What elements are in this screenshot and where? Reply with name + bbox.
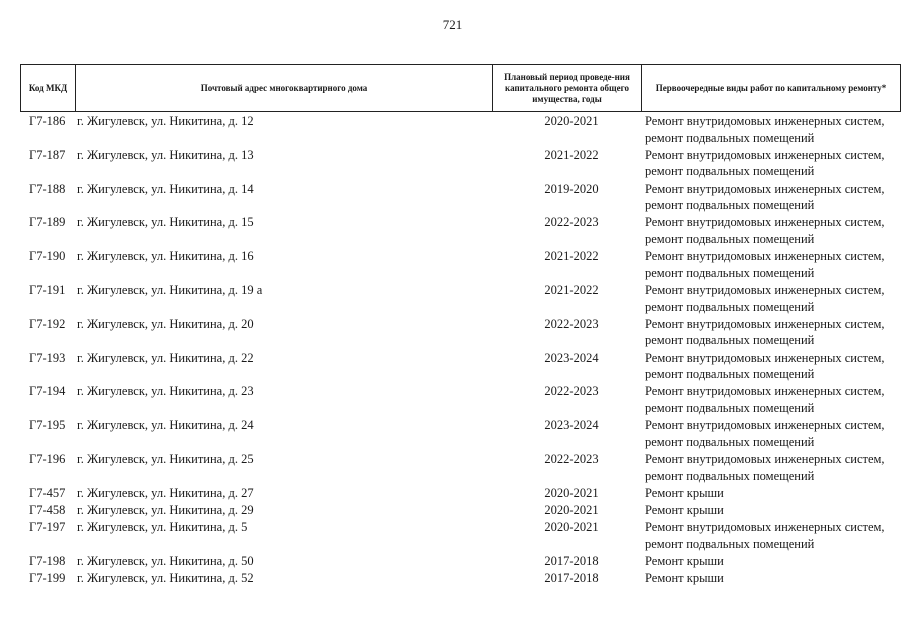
row-period: 2023-2024 xyxy=(544,418,599,433)
row-code: Г7-194 xyxy=(29,384,66,399)
work-line: Ремонт внутридомовых инженерных систем, xyxy=(645,418,885,433)
work-line: ремонт подвальных помещений xyxy=(645,265,815,280)
row-period: 2023-2024 xyxy=(544,350,599,365)
row-period: 2020-2021 xyxy=(544,485,599,500)
row-works xyxy=(645,147,885,180)
row-code: Г7-198 xyxy=(29,554,66,568)
page-number: 721 xyxy=(442,17,463,32)
row-period: 2020-2021 xyxy=(544,503,599,517)
row-works xyxy=(645,383,885,416)
work-line: Ремонт внутридомовых инженерных систем, xyxy=(645,147,885,162)
row-period: 2020-2021 xyxy=(544,114,599,128)
row-code: Г7-199 xyxy=(29,571,66,586)
work-line: Ремонт внутридомовых инженерных систем, xyxy=(645,316,885,331)
work-line: ремонт подвальных помещений xyxy=(645,231,815,246)
row-period: 2021-2022 xyxy=(544,283,599,297)
row-code: Г7-196 xyxy=(29,452,66,466)
row-code: Г7-191 xyxy=(29,283,66,297)
row-works xyxy=(645,214,885,247)
row-address: г. Жигулевск, ул. Никитина, д. 52 xyxy=(77,571,254,586)
row-address: г. Жигулевск, ул. Никитина, д. 27 xyxy=(77,485,254,500)
header-code: Код МКД xyxy=(21,65,76,112)
header-period: Плановый период проведе-ния капитального ремонта общего имущества, годы xyxy=(493,65,642,112)
row-works xyxy=(645,502,724,519)
work-line: Ремонт крыши xyxy=(645,485,724,500)
work-line: Ремонт внутридомовых инженерных систем, xyxy=(645,114,885,128)
row-code: Г7-190 xyxy=(29,249,66,264)
row-works xyxy=(645,316,885,349)
row-address: г. Жигулевск, ул. Никитина, д. 25 xyxy=(77,452,254,466)
work-line: ремонт подвальных помещений xyxy=(645,130,815,145)
row-address: г. Жигулевск, ул. Никитина, д. 23 xyxy=(77,384,254,399)
work-line: Ремонт внутридомовых инженерных систем, xyxy=(645,384,885,399)
work-line: Ремонт крыши xyxy=(645,571,724,586)
row-works xyxy=(645,248,885,281)
row-period: 2021-2022 xyxy=(544,147,599,162)
work-line: ремонт подвальных помещений xyxy=(645,536,815,551)
row-address: г. Жигулевск, ул. Никитина, д. 5 xyxy=(77,520,248,535)
row-address: г. Жигулевск, ул. Никитина, д. 20 xyxy=(77,316,254,331)
row-code: Г7-192 xyxy=(29,316,66,331)
row-period: 2019-2020 xyxy=(544,181,599,196)
work-line: ремонт подвальных помещений xyxy=(645,400,815,415)
row-works xyxy=(645,485,724,502)
work-line: Ремонт внутридомовых инженерных систем, xyxy=(645,520,885,535)
row-address: г. Жигулевск, ул. Никитина, д. 14 xyxy=(77,181,254,196)
row-address: г. Жигулевск, ул. Никитина, д. 13 xyxy=(77,147,254,162)
row-address: г. Жигулевск, ул. Никитина, д. 24 xyxy=(77,418,254,433)
row-works xyxy=(645,519,885,552)
work-line: Ремонт внутридомовых инженерных систем, xyxy=(645,215,885,230)
work-line: ремонт подвальных помещений xyxy=(645,468,815,483)
row-address: г. Жигулевск, ул. Никитина, д. 22 xyxy=(77,350,254,365)
row-period: 2022-2023 xyxy=(544,452,599,466)
table-header xyxy=(20,64,901,112)
row-period: 2022-2023 xyxy=(544,384,599,399)
row-works xyxy=(645,451,885,484)
work-line: Ремонт внутридомовых инженерных систем, xyxy=(645,283,885,297)
work-line: Ремонт внутридомовых инженерных систем, xyxy=(645,181,885,196)
row-period: 2020-2021 xyxy=(544,520,599,535)
row-period: 2017-2018 xyxy=(544,571,599,586)
row-address: г. Жигулевск, ул. Никитина, д. 19 а xyxy=(77,283,263,297)
row-code: Г7-458 xyxy=(29,503,66,517)
row-address: г. Жигулевск, ул. Никитина, д. 15 xyxy=(77,215,254,230)
work-line: Ремонт внутридомовых инженерных систем, xyxy=(645,249,885,264)
row-works xyxy=(645,282,885,315)
header-works: Первоочередные виды работ по капитальному ремонту* xyxy=(642,65,901,112)
row-address: г. Жигулевск, ул. Никитина, д. 29 xyxy=(77,503,254,517)
row-code: Г7-197 xyxy=(29,520,66,535)
row-works xyxy=(645,570,724,587)
row-period: 2022-2023 xyxy=(544,215,599,230)
row-works xyxy=(645,181,885,214)
work-line: Ремонт крыши xyxy=(645,554,724,568)
row-code: Г7-457 xyxy=(29,485,66,500)
work-line: Ремонт крыши xyxy=(645,503,724,517)
work-line: ремонт подвальных помещений xyxy=(645,299,815,314)
work-line: ремонт подвальных помещений xyxy=(645,333,815,348)
row-address: г. Жигулевск, ул. Никитина, д. 16 xyxy=(77,249,254,264)
row-code: Г7-189 xyxy=(29,215,66,230)
row-period: 2021-2022 xyxy=(544,249,599,264)
row-works xyxy=(645,350,885,383)
work-line: ремонт подвальных помещений xyxy=(645,367,815,382)
row-address: г. Жигулевск, ул. Никитина, д. 50 xyxy=(77,554,254,568)
work-line: ремонт подвальных помещений xyxy=(645,434,815,449)
row-works xyxy=(645,113,885,146)
row-period: 2017-2018 xyxy=(544,554,599,568)
work-line: ремонт подвальных помещений xyxy=(645,198,815,213)
row-code: Г7-187 xyxy=(29,147,66,162)
work-line: Ремонт внутридомовых инженерных систем, xyxy=(645,452,885,466)
row-address: г. Жигулевск, ул. Никитина, д. 12 xyxy=(77,114,254,128)
row-code: Г7-186 xyxy=(29,114,66,128)
row-period: 2022-2023 xyxy=(544,316,599,331)
row-code: Г7-188 xyxy=(29,181,66,196)
row-works xyxy=(645,553,724,570)
header-address: Почтовый адрес многоквартирного дома xyxy=(76,65,493,112)
row-works xyxy=(645,417,885,450)
work-line: ремонт подвальных помещений xyxy=(645,164,815,179)
row-code: Г7-193 xyxy=(29,350,66,365)
work-line: Ремонт внутридомовых инженерных систем, xyxy=(645,350,885,365)
row-code: Г7-195 xyxy=(29,418,66,433)
